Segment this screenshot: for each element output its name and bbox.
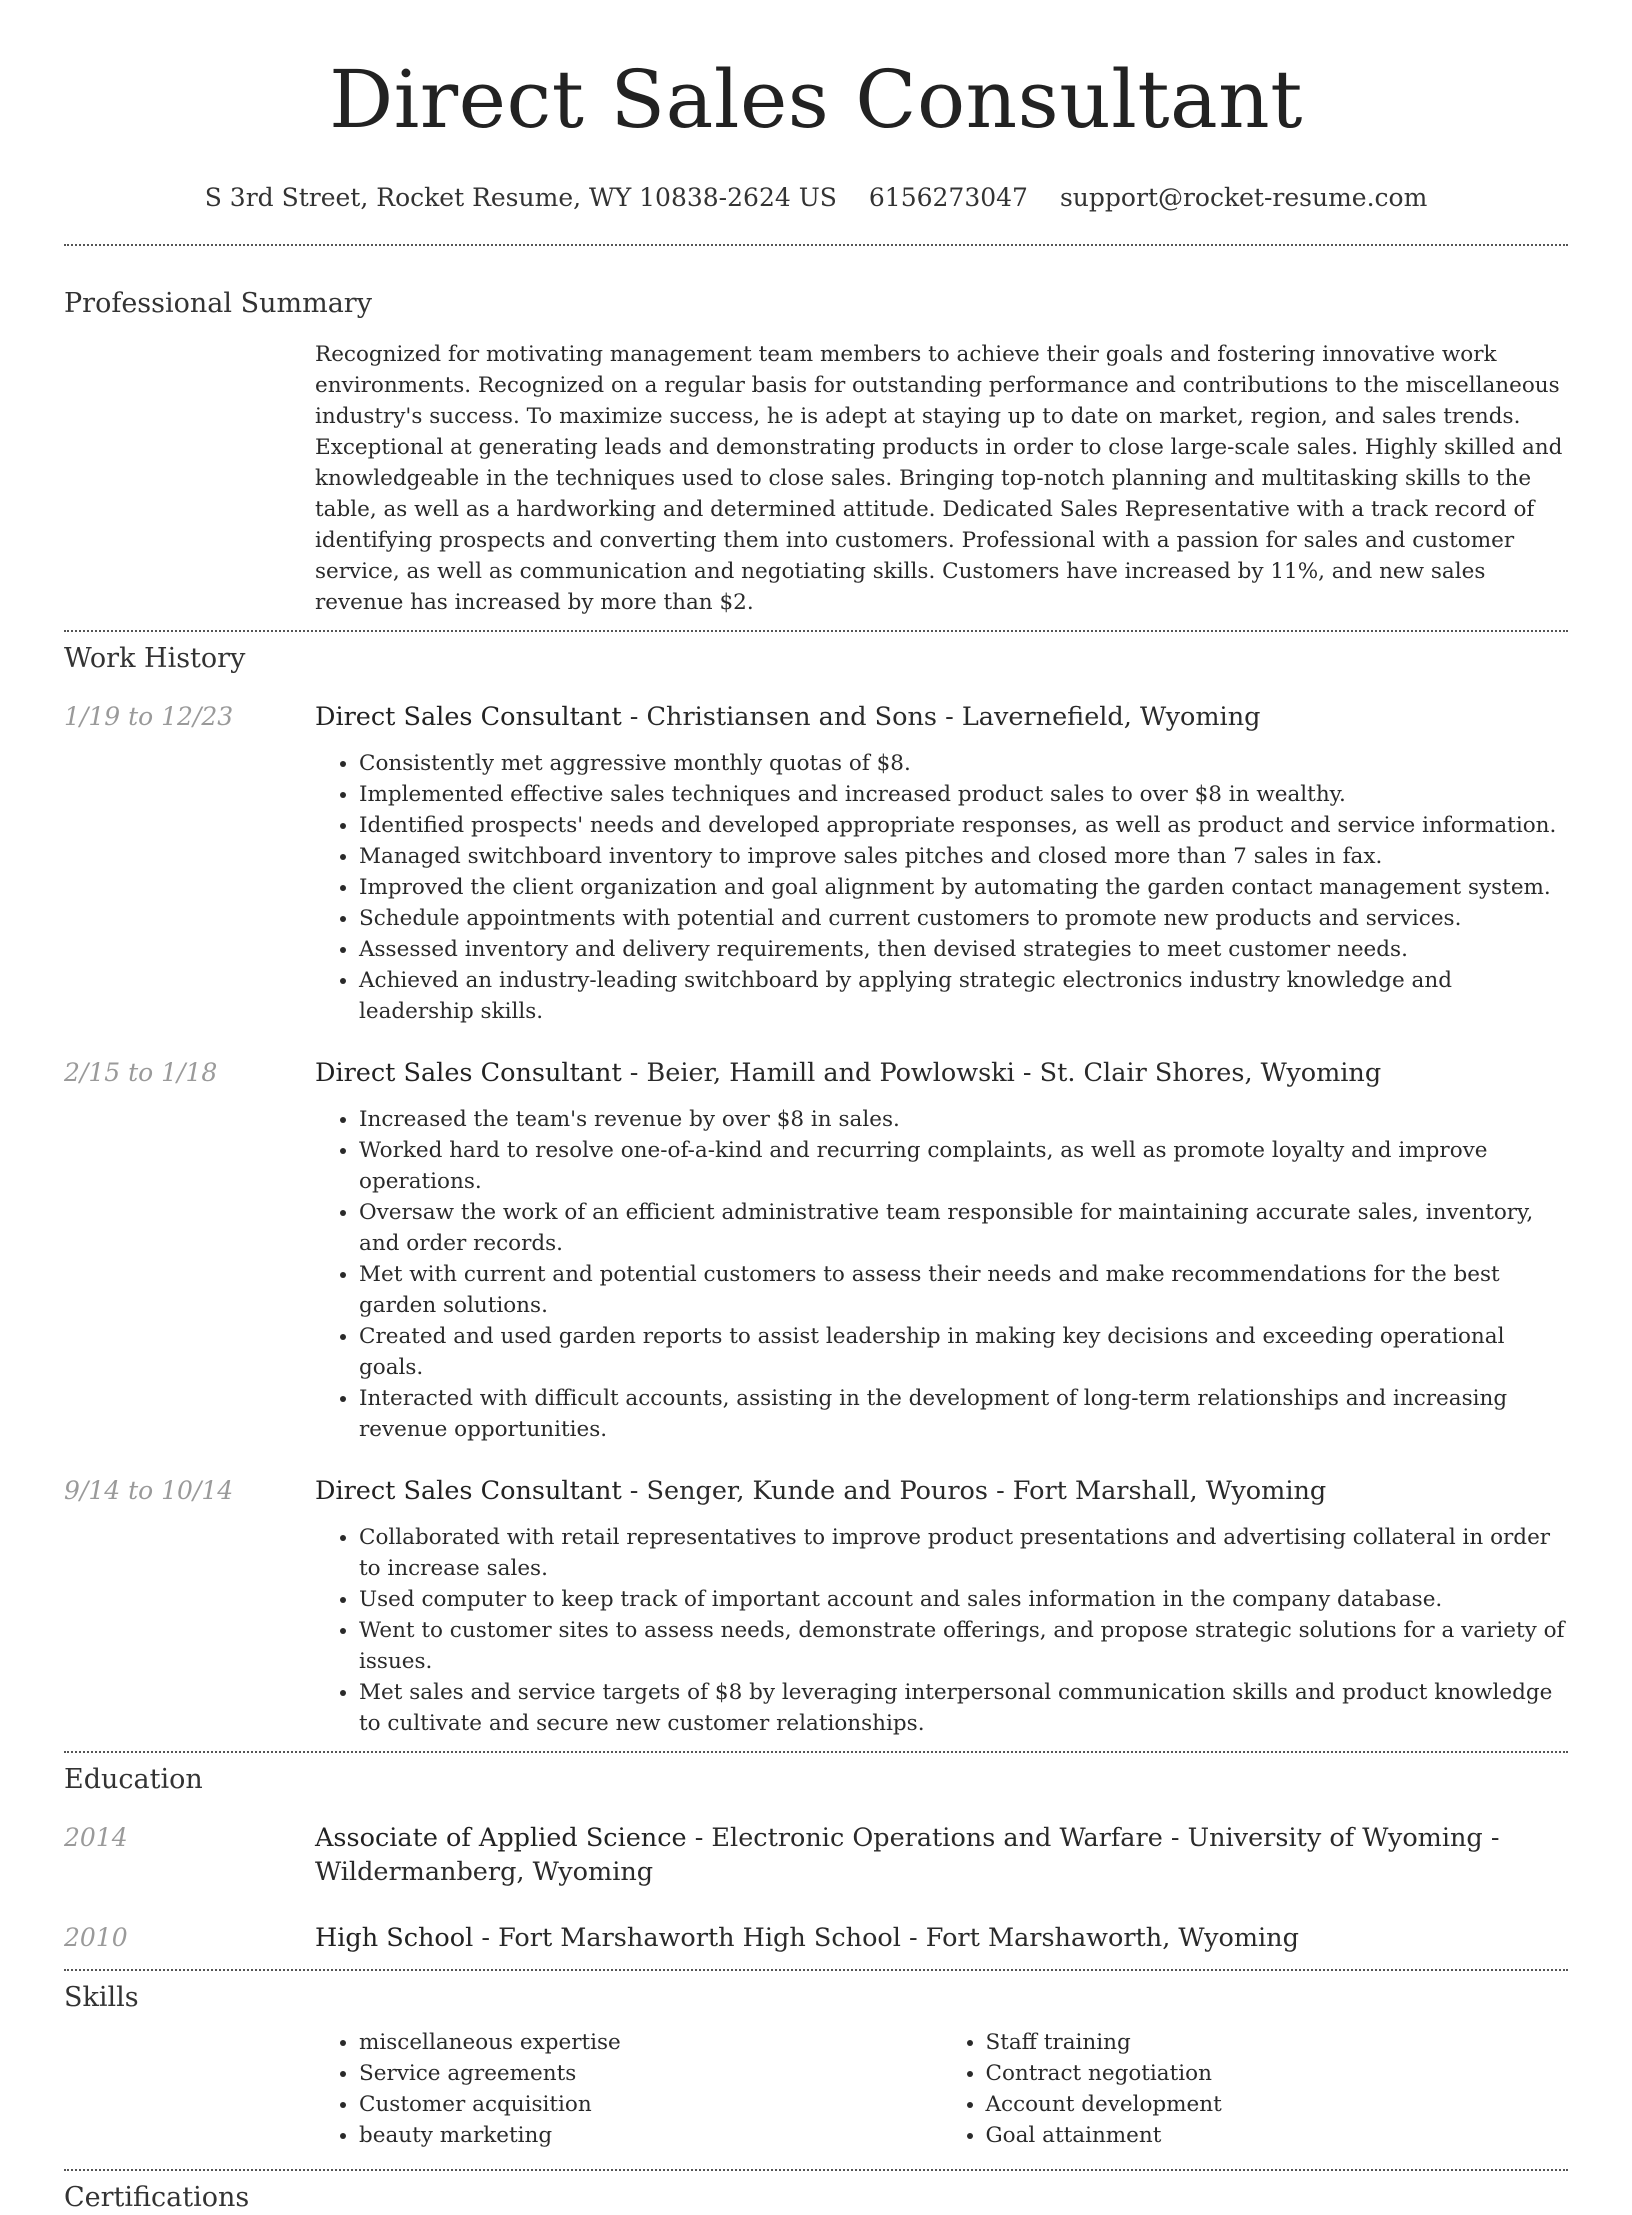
skill-item: • Account development <box>986 2089 1569 2120</box>
education-heading <box>315 1921 1568 1955</box>
job-position: Direct Sales Consultant <box>315 1476 622 1506</box>
job-bullet: • Managed switchboard inventory to improve sales pitches and closed more than 7 sales in fax. <box>359 841 1568 872</box>
education-body <box>315 1921 1568 1955</box>
job-bullet: • Interacted with difficult accounts, assisting in the development of long-term relationships and increasing revenue opportunities. <box>359 1383 1568 1445</box>
job-body <box>315 1474 1568 1739</box>
section-divider <box>64 1969 1568 1971</box>
job-bullet: • Met sales and service targets of $8 by leveraging interpersonal communication skills and product knowledge to cultivate and secure new customer relationships. <box>359 1677 1568 1739</box>
job-bullet: • Created and used garden reports to assist leadership in making key decisions and exceeding operational goals. <box>359 1321 1568 1383</box>
job-heading <box>315 1474 1568 1508</box>
job-entry <box>64 1474 1568 1739</box>
education-entry <box>64 1821 1568 1889</box>
summary-body <box>315 339 1568 618</box>
job-bullet: • Used computer to keep track of important account and sales information in the company database. <box>359 1584 1568 1615</box>
job-bullet: • Went to customer sites to assess needs, demonstrate offerings, and propose strategic solutions for a variety of issues. <box>359 1615 1568 1677</box>
job-bullet: • Met with current and potential customers to assess their needs and make recommendations for the best garden solutions. <box>359 1259 1568 1321</box>
job-position: Direct Sales Consultant <box>315 702 622 732</box>
job-bullet: • Schedule appointments with potential and current customers to promote new products and services. <box>359 903 1568 934</box>
work-history-title: Work History <box>64 643 246 674</box>
job-heading <box>315 700 1568 734</box>
job-heading <box>315 1056 1568 1090</box>
skills-list-right <box>942 2027 1569 2151</box>
job-body <box>315 1056 1568 1445</box>
skill-item: • Goal attainment <box>986 2120 1569 2151</box>
skills-spacer <box>64 2027 315 2151</box>
resume-header <box>64 0 1568 214</box>
summary-spacer <box>64 339 315 618</box>
skill-item: • Staff training <box>986 2027 1569 2058</box>
section-divider <box>64 244 1568 246</box>
education-year: 2010 <box>64 1923 128 1952</box>
contact-line <box>64 182 1568 214</box>
education-year: 2014 <box>64 1823 128 1852</box>
skill-item: • miscellaneous expertise <box>359 2027 942 2058</box>
education-body <box>315 1821 1568 1889</box>
job-bullet: • Implemented effective sales techniques and increased product sales to over $8 in wealthy. <box>359 779 1568 810</box>
job-bullets <box>315 1104 1568 1445</box>
section-divider <box>64 630 1568 632</box>
job-bullet: • Worked hard to resolve one-of-a-kind and recurring complaints, as well as promote loyalty and improve operations. <box>359 1135 1568 1197</box>
section-divider <box>64 1751 1568 1753</box>
summary-title: Professional Summary <box>64 288 372 319</box>
skills-columns <box>315 2027 1568 2151</box>
job-bullet: • Achieved an industry-leading switchboard by applying strategic electronics industry knowledge and leadership skills. <box>359 965 1568 1027</box>
job-bullet: • Oversaw the work of an efficient administrative team responsible for maintaining accurate sales, inventory, and order records. <box>359 1197 1568 1259</box>
job-bullets <box>315 1522 1568 1739</box>
education-heading <box>315 1821 1568 1889</box>
certifications-title: Certifications <box>64 2182 250 2213</box>
contact-address: S 3rd Street, Rocket Resume, WY 10838-2624 US <box>204 183 837 212</box>
job-details: - Beier, Hamill and Powlowski - St. Clair Shores, Wyoming <box>621 1058 1382 1088</box>
job-dates: 2/15 to 1/18 <box>64 1058 218 1087</box>
job-entry <box>64 700 1568 1027</box>
job-bullet: • Identified prospects' needs and developed appropriate responses, as well as product and service information. <box>359 810 1568 841</box>
job-bullets <box>315 748 1568 1027</box>
contact-email: support@rocket-resume.com <box>1059 183 1428 212</box>
job-dates: 9/14 to 10/14 <box>64 1476 234 1505</box>
skills-row <box>64 2027 1568 2151</box>
job-dates: 1/19 to 12/23 <box>64 702 234 731</box>
contact-phone: 6156273047 <box>868 183 1028 212</box>
job-body <box>315 700 1568 1027</box>
education-title: Education <box>64 1764 203 1795</box>
education-details: - Electronic Operations and Warfare - University of Wyoming - Wildermanberg, Wyoming <box>315 1823 1500 1887</box>
summary-row <box>64 339 1568 618</box>
skills-section <box>64 1981 1568 2151</box>
job-bullet: • Increased the team's revenue by over $8 in sales. <box>359 1104 1568 1135</box>
skill-item: • Service agreements <box>359 2058 942 2089</box>
skill-item: • Customer acquisition <box>359 2089 942 2120</box>
job-details: - Christiansen and Sons - Lavernefield, Wyoming <box>621 702 1261 732</box>
candidate-name: Direct Sales Consultant <box>329 53 1303 146</box>
education-section <box>64 1763 1568 1955</box>
job-details: - Senger, Kunde and Pouros - Fort Marshall, Wyoming <box>621 1476 1327 1506</box>
skills-title: Skills <box>64 1982 139 2013</box>
work-history-section <box>64 642 1568 1739</box>
certifications-section <box>64 2181 1568 2215</box>
job-bullet: • Assessed inventory and delivery requirements, then devised strategies to meet customer needs. <box>359 934 1568 965</box>
education-degree: High School <box>315 1923 474 1953</box>
education-entry <box>64 1921 1568 1955</box>
summary-section <box>64 287 1568 618</box>
skills-list-left <box>315 2027 942 2151</box>
skill-item: • beauty marketing <box>359 2120 942 2151</box>
skill-item: • Contract negotiation <box>986 2058 1569 2089</box>
section-divider <box>64 2169 1568 2171</box>
education-degree: Associate of Applied Science <box>315 1823 687 1853</box>
job-bullet: • Improved the client organization and goal alignment by automating the garden contact management system. <box>359 872 1568 903</box>
job-bullet: • Collaborated with retail representatives to improve product presentations and advertising collateral in order to increase sales. <box>359 1522 1568 1584</box>
job-position: Direct Sales Consultant <box>315 1058 622 1088</box>
summary-text: Recognized for motivating management team members to achieve their goals and fostering innovative work environments. Recognized on a regular basis for outstanding performance and contributions to the miscellaneous industry's success. To maximize success, he is adept at staying up to date on market, region, and sales trends. Exceptional at generating leads and demonstrating products in order to close large-scale sales. Highly skilled and knowledgeable in the techniques used to close sales. Bringing top-notch planning and multitasking skills to the table, as well as a hardworking and determined attitude. Dedicated Sales Representative with a track record of identifying prospects and converting them into customers. Professional with a passion for sales and customer service, as well as communication and negotiating skills. Customers have increased by 11%, and new sales revenue has increased by more than $2. <box>315 342 1563 615</box>
job-bullet: • Consistently met aggressive monthly quotas of $8. <box>359 748 1568 779</box>
education-details: - Fort Marshaworth High School - Fort Marshaworth, Wyoming <box>473 1923 1299 1953</box>
job-entry <box>64 1056 1568 1445</box>
